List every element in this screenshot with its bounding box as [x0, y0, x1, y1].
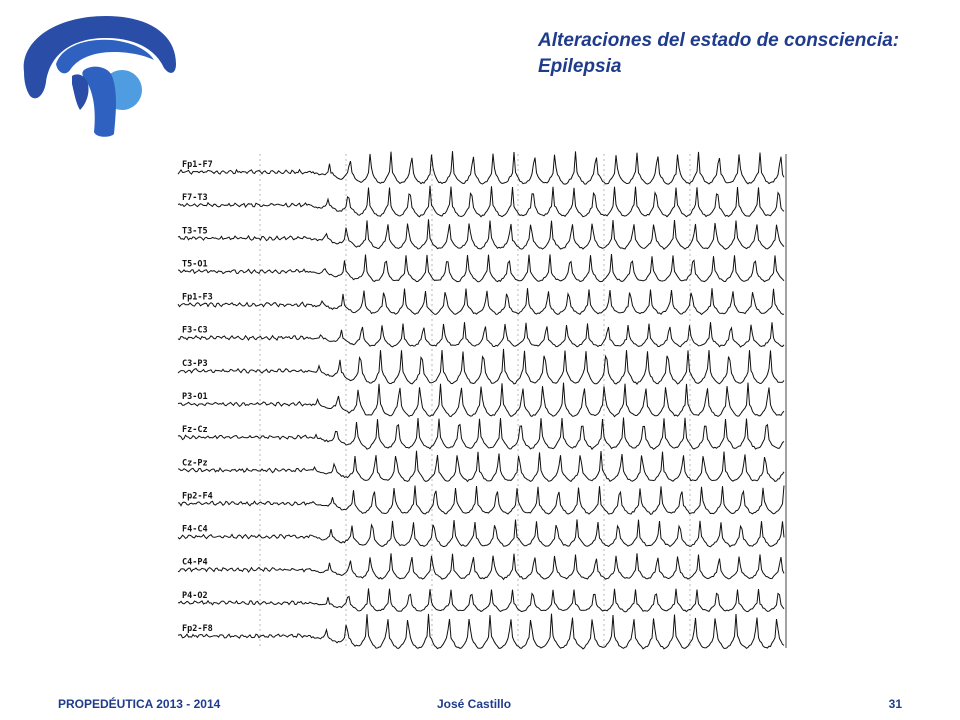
channel-label: P3-O1: [182, 392, 208, 402]
eeg-trace-fp2-f8: [178, 614, 784, 649]
eeg-trace-c3-p3: [178, 349, 784, 384]
channel-label: Fp2-F4: [182, 491, 213, 502]
eeg-trace-p4-o2: [178, 588, 784, 612]
slide-title-line1: Alteraciones del estado de consciencia:: [538, 30, 900, 51]
channel-label: C4-P4: [182, 557, 208, 568]
eeg-recording-figure: [176, 148, 792, 652]
eeg-traces: [176, 148, 792, 652]
footer-page-number: 31: [888, 697, 902, 711]
channel-label: P4-O2: [182, 590, 208, 601]
slide-title-line2: Epilepsia: [538, 56, 622, 77]
slide-footer: [0, 697, 960, 715]
channel-label: Cz-Pz: [182, 458, 208, 469]
eeg-trace-c4-p4: [178, 553, 784, 579]
eeg-trace-f7-t3: [178, 186, 784, 217]
channel-label: T3-T5: [182, 226, 208, 237]
eeg-trace-fp2-f4: [178, 486, 784, 515]
eeg-trace-p3-o1: [178, 383, 784, 417]
eeg-trace-fz-cz: [178, 418, 784, 450]
channel-label: F7-T3: [182, 193, 208, 204]
eeg-trace-t5-o1: [178, 254, 784, 282]
eeg-trace-fp1-f7: [178, 151, 784, 184]
channel-label: Fp1-F7: [182, 160, 213, 170]
eeg-trace-cz-pz: [178, 451, 784, 482]
eeg-trace-f3-c3: [178, 322, 784, 347]
footer-author: José Castillo: [437, 697, 512, 711]
eeg-trace-t3-t5: [178, 219, 784, 249]
eeg-trace-f4-c4: [178, 519, 784, 546]
footer-course: PROPEDÉUTICA 2013 - 2014: [58, 697, 221, 711]
channel-label: Fp1-F3: [182, 292, 213, 303]
brain-sagittal-logo-icon: [14, 12, 184, 142]
eeg-trace-fp1-f3: [178, 288, 784, 314]
channel-label: Fp2-F8: [182, 624, 213, 634]
channel-label: T5-O1: [182, 259, 208, 270]
channel-label: Fz-Cz: [182, 425, 208, 436]
channel-label: F3-C3: [182, 325, 208, 336]
slide-title: [538, 28, 938, 80]
channel-label: F4-C4: [182, 524, 208, 535]
channel-label: C3-P3: [182, 358, 208, 369]
